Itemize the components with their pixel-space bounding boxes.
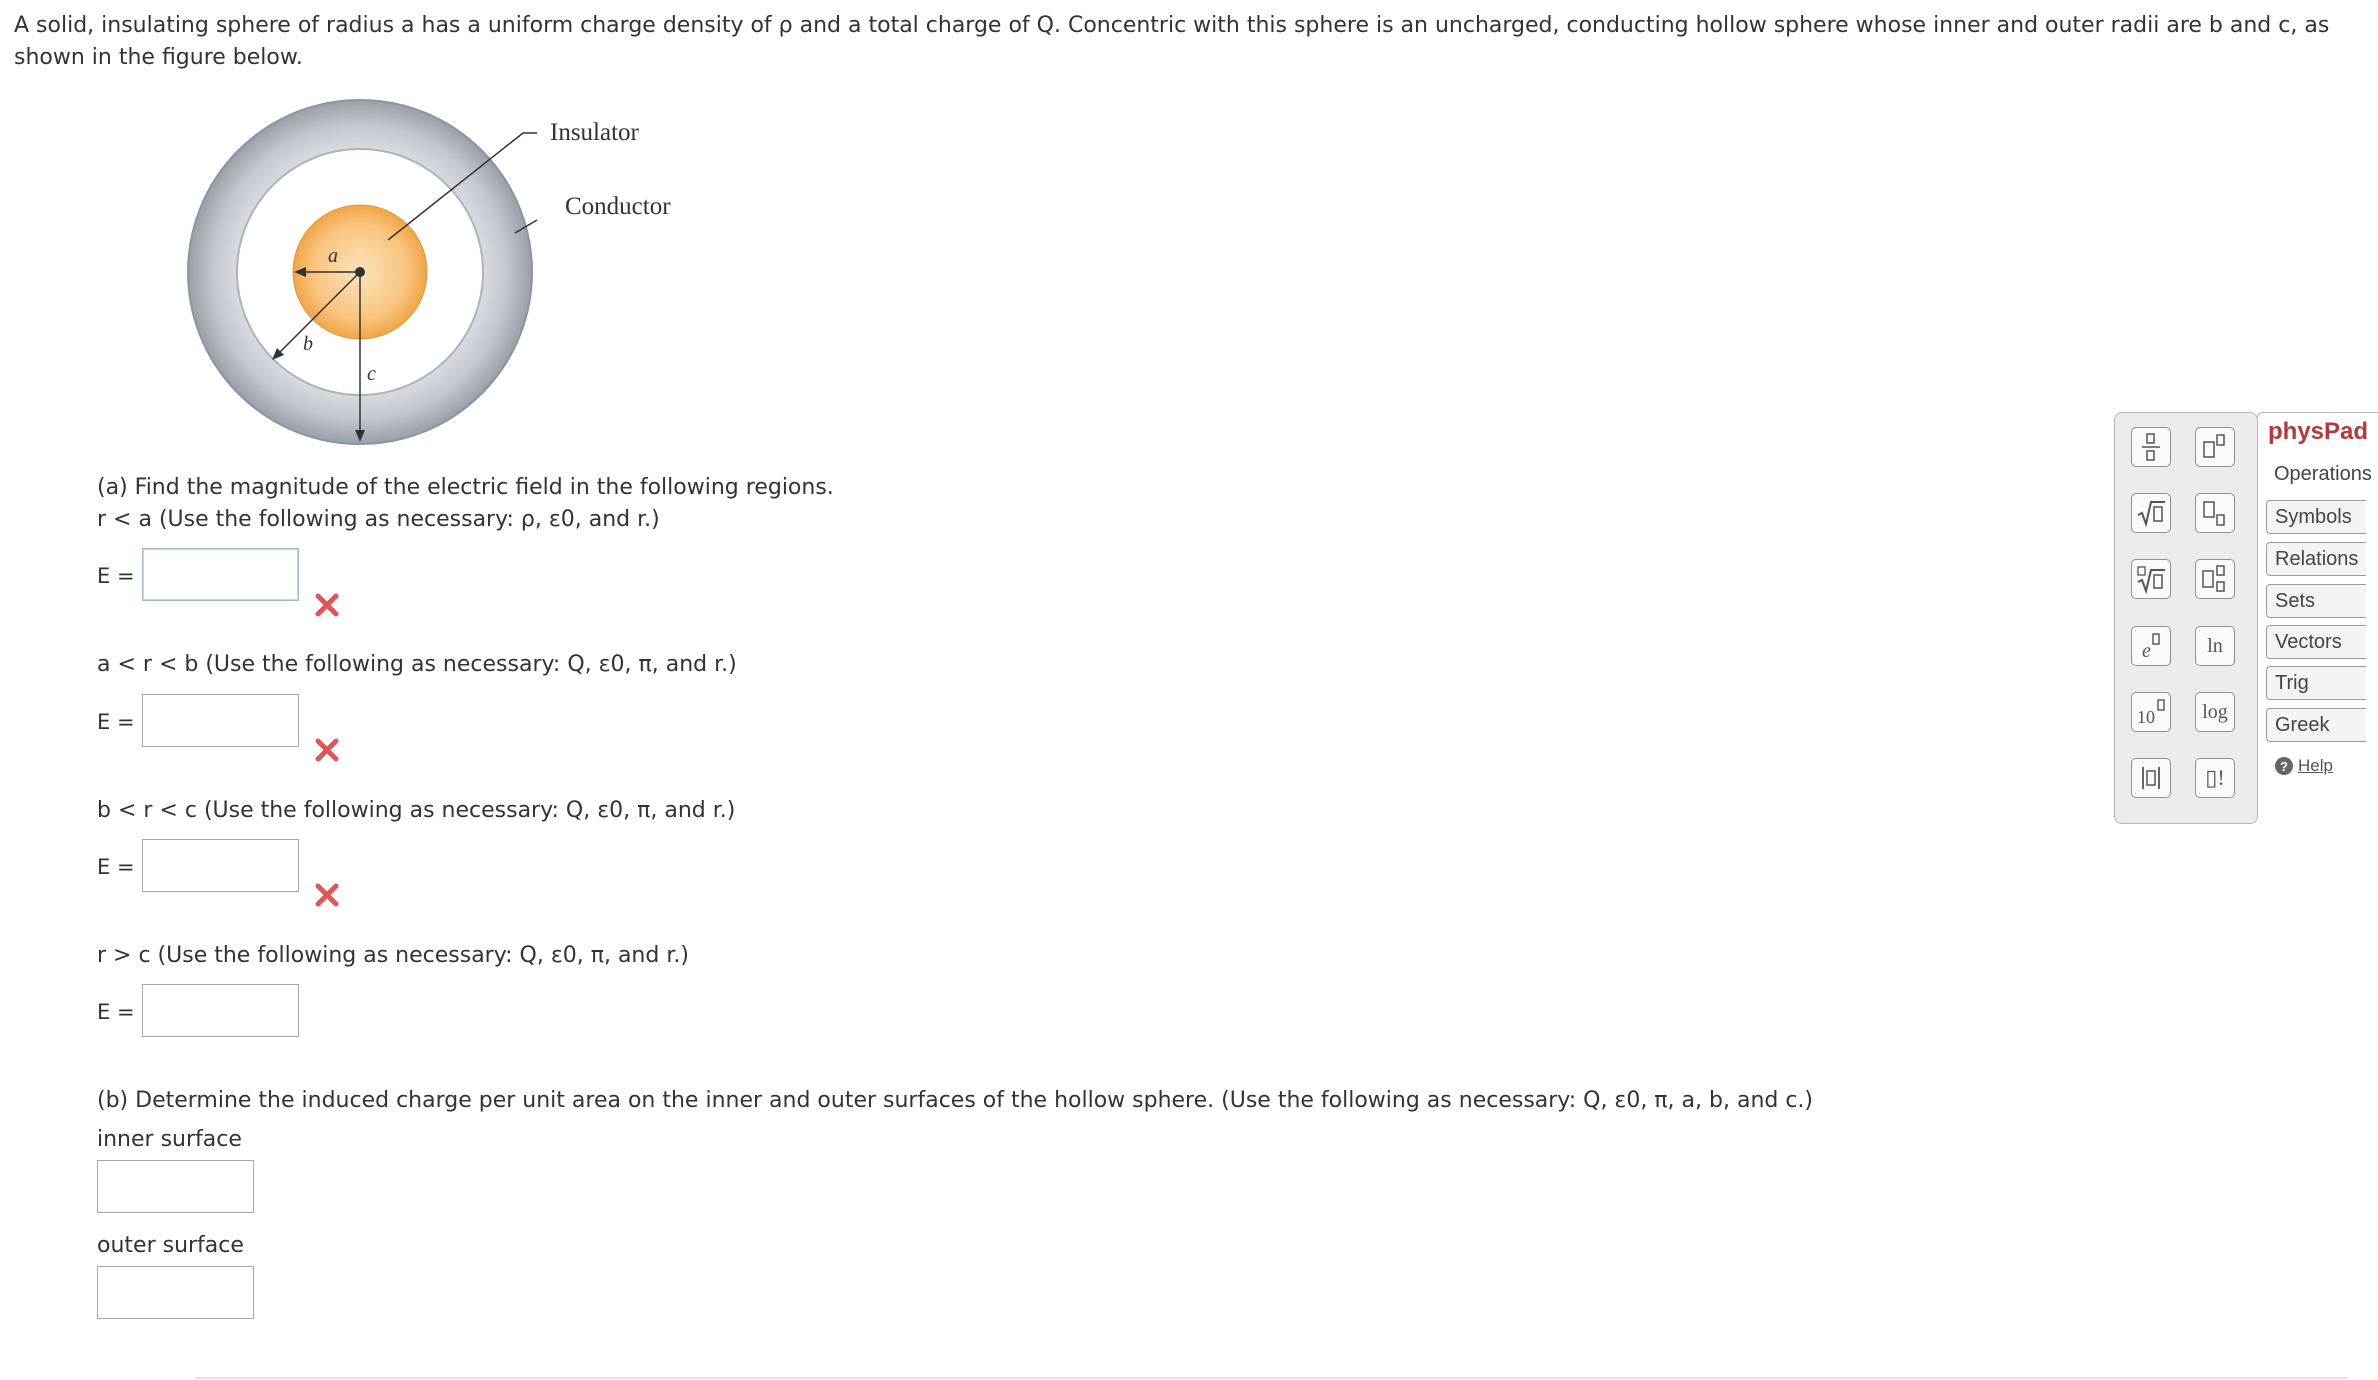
region-1-answer-input[interactable] (142, 548, 299, 601)
physpad-tab-greek[interactable]: Greek (2266, 708, 2366, 742)
absolute-value-icon (2136, 763, 2166, 793)
ln-button[interactable] (2195, 626, 2235, 666)
factorial-label: ▯! (2205, 765, 2225, 790)
region-3-condition: b < r < c (Use the following as necessary: Q, ε0, π, and r.) (97, 798, 736, 823)
superscript-button[interactable] (2195, 427, 2235, 467)
outer-surface-label: outer surface (97, 1233, 244, 1258)
help-icon (2274, 756, 2294, 776)
radius-a-label: a (328, 245, 338, 267)
absolute-value-button[interactable] (2131, 758, 2171, 798)
factorial-button[interactable] (2195, 758, 2235, 798)
nth-root-button[interactable] (2131, 559, 2171, 599)
nth-root-icon (2135, 564, 2167, 594)
physpad-title: physPad (2268, 418, 2369, 445)
region-3-answer-input[interactable] (142, 839, 299, 892)
fraction-button[interactable] (2131, 427, 2171, 467)
subscript-icon (2200, 498, 2230, 528)
region-2-answer-input[interactable] (142, 694, 299, 747)
log-button[interactable] (2195, 692, 2235, 732)
exp-e-button[interactable] (2131, 626, 2171, 666)
sub-superscript-button[interactable] (2195, 559, 2235, 599)
region-1-e-label: E = (97, 564, 135, 588)
ln-label: ln (2207, 634, 2223, 657)
region-4-e-label: E = (97, 1000, 135, 1024)
physpad-tab-relations[interactable]: Relations (2266, 542, 2366, 576)
region-2-condition: a < r < b (Use the following as necessary: Q, ε0, π, and r.) (97, 652, 737, 677)
insulator-label: Insulator (550, 119, 639, 146)
part-a-heading: (a) Find the magnitude of the electric field in the following regions. (97, 475, 834, 500)
radius-b-label: b (303, 333, 313, 355)
region-3-e-label: E = (97, 855, 135, 879)
physpad-tab-sets[interactable]: Sets (2266, 584, 2366, 618)
problem-intro: A solid, insulating sphere of radius a has a uniform charge density of ρ and a total charge of Q. Concentric with this sphere is an uncharged, conducting hollow sphere whose inner and outer radii are b and c, as shown in the figure below. (14, 13, 2330, 70)
svg-text:e: e (2142, 640, 2151, 662)
physpad-tab-vectors[interactable]: Vectors (2266, 625, 2366, 659)
superscript-icon (2200, 432, 2230, 462)
subscript-button[interactable] (2195, 493, 2235, 533)
physpad-tab-operations[interactable]: Operations (2266, 458, 2366, 492)
inner-surface-input[interactable] (97, 1160, 254, 1213)
svg-text:?: ? (2280, 759, 2288, 774)
part-b-heading: (b) Determine the induced charge per unit area on the inner and outer surfaces of the hollow sphere. (Use the following as necessary: Q, ε0, π, a, b, and c.) (97, 1088, 1814, 1113)
physpad-help[interactable] (2274, 756, 2333, 776)
incorrect-x-icon (314, 882, 340, 908)
outer-surface-input[interactable] (97, 1266, 254, 1319)
bottom-divider (195, 1377, 2348, 1379)
incorrect-x-icon (314, 592, 340, 618)
incorrect-x-icon (314, 737, 340, 763)
physpad-tab-trig[interactable]: Trig (2266, 666, 2366, 700)
sqrt-icon (2135, 498, 2167, 528)
region-1-condition: r < a (Use the following as necessary: ρ, ε0, and r.) (97, 507, 660, 532)
radius-c-label: c (367, 363, 376, 385)
fraction-icon (2138, 431, 2164, 463)
power-ten-button[interactable] (2131, 692, 2171, 732)
region-4-condition: r > c (Use the following as necessary: Q, ε0, π, and r.) (97, 943, 689, 968)
svg-text:10: 10 (2137, 707, 2155, 727)
conductor-label: Conductor (565, 193, 671, 220)
concentric-spheres-figure (180, 90, 720, 460)
physpad-tab-symbols[interactable]: Symbols (2266, 500, 2366, 534)
sub-superscript-icon (2200, 564, 2230, 594)
region-2-e-label: E = (97, 710, 135, 734)
exp-e-icon (2136, 631, 2166, 661)
math-palette (2114, 412, 2258, 824)
region-4-answer-input[interactable] (142, 984, 299, 1037)
inner-surface-label: inner surface (97, 1127, 242, 1152)
log-label: log (2202, 700, 2228, 723)
sqrt-button[interactable] (2131, 493, 2171, 533)
power-ten-icon (2135, 697, 2167, 727)
help-link-label: Help (2298, 756, 2333, 775)
